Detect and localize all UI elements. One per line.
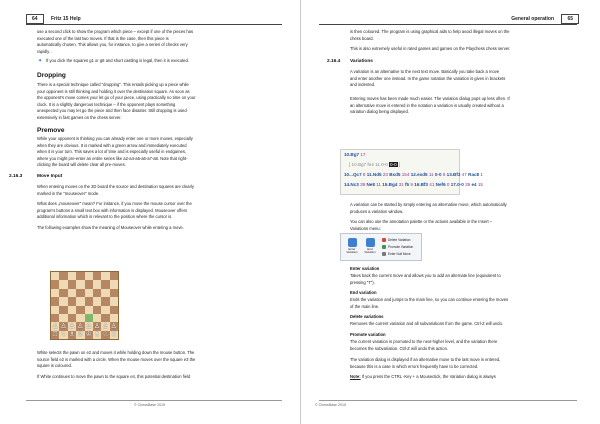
notation-token: 15.Bg4 — [382, 182, 399, 187]
dropping-line: There is a special technique called "dropping". This entails picking up a piece while — [37, 82, 189, 87]
null-move-icon — [382, 252, 386, 256]
notation-token: 11 — [376, 182, 383, 187]
entry-text: Takes back the current move and allows you to add an alternate line (equivalent to — [350, 273, 501, 278]
board-square — [85, 306, 93, 314]
notation-token: 11.0-0 — [375, 162, 390, 167]
note-label: Note: — [350, 374, 361, 379]
chess-piece: ♕ — [77, 331, 84, 339]
notation-token: 10...Qc7 — [344, 172, 363, 177]
move-input-line: marked in the "mouseover" mode. — [37, 190, 100, 196]
chess-piece: ♗ — [93, 331, 101, 339]
notation-line — [344, 172, 483, 177]
move-input-line: White selects the pawn on e2 and moves it while holding down the mouse button. The — [37, 350, 195, 355]
variation-ribbon — [340, 233, 422, 261]
notation-token: 23 — [382, 172, 390, 177]
board-square — [93, 272, 101, 280]
enter-null-move-button[interactable]: Enter Null Move — [382, 251, 411, 257]
premove-line: when they are obvious. It is marked with a green arrow and immediately executed — [37, 142, 187, 148]
chess-piece: ♙ — [60, 322, 67, 330]
variations-line: The variation dialog is displayed if an alternative move to the last move is entered, — [350, 357, 501, 362]
note-paragraph — [350, 374, 496, 381]
dropping-line: the opponent's move comes your let go of your piece, using practically no time on your — [37, 95, 196, 100]
notation-token: 16.Bf3 — [414, 182, 430, 187]
board-square — [59, 331, 67, 339]
enter-variation-icon — [348, 238, 357, 247]
notation-line — [344, 182, 483, 187]
board-square — [59, 297, 67, 305]
notation-token: 11 — [428, 172, 435, 177]
board-square — [101, 331, 109, 339]
chess-piece: ♙ — [110, 322, 117, 330]
board-square — [68, 297, 76, 305]
note-text: If you press the CTRL -Key + a Mousectick, the Variation dialog is always — [360, 374, 496, 379]
board-square — [76, 331, 84, 339]
move-input-line: additional information which is relevant to the position where the cursor is. — [37, 214, 173, 219]
board-square — [51, 289, 59, 297]
notation-token: Nef6 — [435, 182, 447, 187]
chess-piece: ♙ — [77, 322, 84, 330]
end-variation-button[interactable]: End Variation — [362, 237, 378, 257]
entry-text: pressing "T"). — [350, 279, 375, 285]
entry-title: Enter variation — [350, 266, 380, 271]
variations-line: and enter another one instead. In the game notation the variation is given in brackets — [350, 75, 506, 81]
notation-token: 0-0 — [390, 162, 397, 167]
chapter-title: General operation — [511, 16, 555, 22]
notation-token: 154 — [401, 172, 411, 177]
board-square — [76, 280, 84, 288]
bullet-icon: ✦ — [38, 58, 43, 64]
header-rule — [319, 24, 577, 25]
notation-token: 17.0-0 — [450, 182, 466, 187]
page-header — [323, 14, 579, 23]
board-square — [110, 272, 118, 280]
notation-token: 17 — [360, 152, 366, 157]
chess-piece: ♙ — [68, 322, 76, 330]
board-square — [93, 297, 101, 305]
intro-line: use a second click to show the program which piece – except if one of the pieces has — [37, 29, 194, 34]
intro-line: rapidly. . — [37, 48, 53, 54]
board-square — [68, 322, 76, 330]
variations-line: You can also use the annotation palette or the actions available in the Insert – — [350, 219, 493, 224]
notation-line — [344, 152, 365, 157]
entry-text: becomes the subvariation. Ctrl-Z will undo this action. — [350, 345, 449, 351]
entry-text: Ends the variation and jumps to the main line, so you can continue entering the moves — [350, 297, 509, 302]
notation-token: 8 — [362, 172, 367, 177]
board-square — [101, 297, 109, 305]
move-input-line: The following examples show the meaning of Mouseover while entering a move. — [37, 225, 184, 230]
dropping-line: unexpected you may let go the piece and then face disaster. Still dropping is used — [37, 108, 187, 113]
board-square — [68, 331, 76, 339]
chess-piece: ♙ — [102, 322, 109, 330]
board-square — [101, 314, 109, 322]
board-square — [110, 322, 118, 330]
enter-variation-button[interactable]: Enter Variation — [344, 237, 360, 257]
notation-token: 39 — [465, 182, 472, 187]
board-square — [85, 289, 93, 297]
footer-rule — [319, 400, 577, 401]
board-square — [110, 297, 118, 305]
page-header — [26, 14, 81, 23]
board-square — [59, 272, 67, 280]
board-square — [85, 314, 93, 322]
board-square — [76, 272, 84, 280]
notation-screenshot — [340, 149, 483, 195]
notation-token: Rac8 — [468, 172, 481, 177]
variations-line: produces a variation window. — [350, 208, 404, 214]
chess-piece: ♘ — [60, 331, 67, 339]
notation-token: 12.exd5 — [410, 172, 429, 177]
notation-token: fe4 — [367, 162, 376, 167]
copyright-footer: © ChessBase 2015 — [134, 403, 166, 407]
board-square — [51, 280, 59, 288]
board-square — [68, 280, 76, 288]
intro-line: executed one of the last two moves. If that is the case, then this piece is — [37, 35, 169, 41]
board-square — [101, 272, 109, 280]
board-square — [51, 306, 59, 314]
chess-piece: ♗ — [68, 331, 76, 339]
board-square — [93, 289, 101, 297]
board-square — [76, 306, 84, 314]
premove-heading: Premove — [37, 127, 65, 134]
page-number: 65 — [561, 14, 579, 24]
intro-line: automatically chosen. This allows you, for instance, to give a series of checks very — [37, 42, 188, 47]
dropping-heading: Dropping — [37, 72, 66, 79]
board-square — [68, 306, 76, 314]
board-square — [68, 289, 76, 297]
variations-line: Variations menu: — [350, 225, 381, 231]
entry-title: Delete variations — [350, 314, 384, 319]
variations-line: Entering moves has been made much easier. The variation dialog pops up less often. If — [350, 96, 510, 101]
board-square — [59, 280, 67, 288]
premove-line: While your opponent is thinking you can already enter one or more moves, especially — [37, 136, 193, 141]
notation-token: 15 — [477, 182, 483, 187]
board-square — [101, 306, 109, 314]
notation-token: Ne8 — [366, 182, 377, 187]
board-square — [51, 331, 59, 339]
intro-line: This is also extremely useful in rated games and games on the Playchess chess server. — [350, 46, 511, 51]
board-square — [85, 272, 93, 280]
board-square — [68, 272, 76, 280]
intro-line: chess board. — [350, 35, 374, 41]
variations-line: A variation is an alternative to the next text move. Basically you take back a move — [350, 69, 500, 74]
promote-variation-button[interactable]: Promote Variation — [382, 244, 413, 250]
entry-title: End variation — [350, 290, 377, 295]
chess-piece: ♘ — [102, 331, 109, 339]
footer-rule — [26, 400, 282, 401]
notation-token: 0-0 — [434, 172, 443, 177]
chess-piece: ♙ — [93, 322, 101, 330]
board-square — [101, 322, 109, 330]
entry-title: Promote variation — [350, 332, 386, 337]
notation-token: 0 — [446, 182, 451, 187]
section-number: 2.16.4 — [327, 59, 341, 64]
board-square — [93, 314, 101, 322]
move-input-line: If White continues to move the pawn to the square e4, this potential destination field — [37, 374, 191, 379]
board-square — [110, 314, 118, 322]
intro-line: is then coloured. The program is using graphical aids to help avoid illegal moves on the — [350, 29, 510, 34]
board-square — [93, 306, 101, 314]
chess-piece: ♙ — [85, 322, 92, 330]
variations-line: A variation can be started by simply entering an alternative move, which automatically — [350, 202, 507, 207]
end-variation-icon — [366, 238, 375, 247]
variations-line: because this is a case in which errors frequently have to be corrected. — [350, 363, 479, 369]
notation-token: 10.Bg7 — [344, 152, 361, 157]
board-square — [93, 322, 101, 330]
board-square — [51, 314, 59, 322]
premove-line: when it is your turn. This saves a lot of time and is especially useful in endgames, — [37, 149, 187, 154]
board-square — [59, 289, 67, 297]
notation-token: 41 — [429, 182, 436, 187]
notation-token: 39 — [360, 182, 367, 187]
notation-token: 5 — [442, 172, 447, 177]
move-input-line: square is coloured. — [37, 363, 72, 368]
notation-token: [ 10.Bg7 — [349, 162, 368, 167]
dropping-line: your opponent is still thinking and holding it over the destination square. As soon as — [37, 88, 190, 94]
notation-token: 47 — [461, 172, 469, 177]
board-square — [59, 306, 67, 314]
entry-text: The current variation is promoted to the next-higher level, and the variation there — [350, 339, 498, 344]
section-title: Move Input — [37, 174, 63, 179]
variations-line: variation dialog being displayed. — [350, 109, 409, 114]
notation-token: ] — [397, 162, 401, 167]
board-square — [76, 314, 84, 322]
notation-token: Bxd5 — [389, 172, 402, 177]
board-square — [76, 297, 84, 305]
entry-text: Removes the current variation and all subvariations from the game. Ctrl-Z will undo. — [350, 321, 504, 326]
board-square — [68, 314, 76, 322]
right-page — [300, 0, 600, 424]
section-title: Variations — [350, 59, 373, 64]
dropping-line: clock. It is a slightly dangerous technique – if the opponent plays something — [37, 101, 176, 107]
board-square — [110, 331, 118, 339]
variations-line: and indented. — [350, 82, 376, 87]
board-square — [85, 297, 93, 305]
notation-token: 11.Nd5 — [366, 172, 383, 177]
board-square — [110, 280, 118, 288]
move-input-line: What does „mouseover" mean? For instance, if you move the mouse cursor over the — [37, 201, 192, 206]
premove-line: where you might pre-enter an entire series like a2-a4-a5-a6-a7-a8. Note that right- — [37, 155, 188, 161]
board-square — [93, 331, 101, 339]
board-square — [51, 272, 59, 280]
board-square — [59, 314, 67, 322]
chess-piece: ♖ — [110, 331, 117, 339]
notation-token: e4 — [471, 182, 478, 187]
board-square — [93, 280, 101, 288]
move-input-line: When entering moves on the 2D board the source and destination squares are clearly — [37, 184, 194, 189]
board-square — [101, 280, 109, 288]
notation-line — [349, 162, 400, 167]
chess-piece: ♙ — [52, 322, 59, 330]
chess-piece: ♔ — [85, 331, 92, 339]
move-input-line: program's buttons a small text box with information is displayed. Mouseover offers — [37, 207, 188, 213]
header-rule — [26, 24, 282, 25]
board-square — [51, 297, 59, 305]
delete-icon — [382, 238, 386, 242]
notation-token: 14.Nc3 — [344, 182, 361, 187]
page-number: 64 — [26, 14, 44, 24]
promote-icon — [382, 245, 386, 249]
board-square — [85, 280, 93, 288]
section-number: 2.16.3 — [9, 174, 23, 179]
dropping-line: extensively in fast games on the chess server. — [37, 114, 122, 120]
board-square — [110, 289, 118, 297]
premove-line: clicking the board will delete clear all pre-moves. — [37, 162, 126, 167]
delete-variation-button[interactable]: Delete Variation — [382, 237, 410, 243]
notation-token: f5 — [404, 182, 411, 187]
bullet-text: If you click the squares g1 or g8 and short castling is legal, then it is executed. — [46, 58, 189, 63]
notation-token: 1 — [480, 172, 483, 177]
manual-title: Fritz 15 Help — [50, 16, 81, 22]
board-square — [101, 289, 109, 297]
board-square — [85, 331, 93, 339]
board-square — [110, 306, 118, 314]
notation-token: 13.Bf3 — [446, 172, 462, 177]
copyright-footer: © ChessBase 2015 — [315, 403, 347, 407]
chessboard-image — [50, 271, 119, 340]
entry-text: of the main line. — [350, 303, 380, 309]
notation-token: 9 — [410, 182, 415, 187]
notation-token: 31 — [398, 182, 405, 187]
board-square — [85, 322, 93, 330]
move-input-line: source field e2 is marked with a circle. When the mouse moves over the square e3 the — [37, 356, 196, 362]
board-square — [76, 289, 84, 297]
board-square — [51, 322, 59, 330]
variations-line: an alternative move is entered in the notation a variation is usually created without a — [350, 102, 504, 108]
board-square — [76, 322, 84, 330]
board-square — [59, 322, 67, 330]
chess-piece: ♖ — [52, 331, 59, 339]
